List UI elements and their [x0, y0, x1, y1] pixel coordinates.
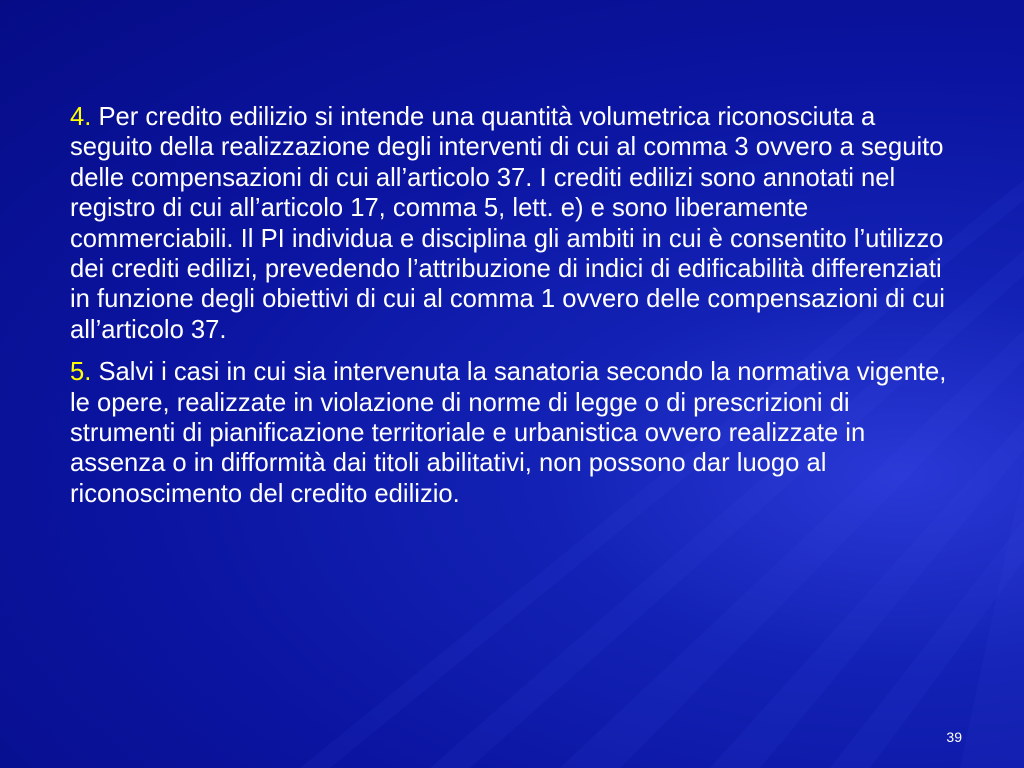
paragraph-text: Per credito edilizio si intende una quantità volumetrica riconosciuta a seguito della realizzazione degli interventi di cui al comma 3 ovvero a seguito delle compensazioni di cui all’articolo 37. I crediti edilizi sono annotati nel registro di cui all’articolo 17, comma 5, lett. e) e sono liberamente commerciabili. Il PI individua e disciplina gli ambiti in cui è consentito l’utilizzo dei crediti edilizi, prevedendo l’attribuzione di indici di edificabilità differenziati in funzione degli obiettivi di cui al comma 1 ovvero delle compensazioni di cui all’articolo 37. — [70, 103, 945, 344]
paragraph-text: Salvi i casi in cui sia intervenuta la sanatoria secondo la normativa vigente, le opere, realizzate in violazione di norme di legge o di prescrizioni di strumenti di pianificazione territoriale e urbanistica ovvero realizzate in assenza o in difformità dai titoli abilitativi, non possono dar luogo al riconoscimento del credito edilizio. — [70, 358, 947, 508]
paragraph-number: 5. — [70, 358, 92, 387]
paragraph-5 — [70, 357, 960, 509]
paragraph-4 — [70, 102, 960, 345]
page-number: 39 — [946, 729, 962, 745]
slide-body — [70, 102, 960, 509]
paragraph-number: 4. — [70, 103, 92, 131]
